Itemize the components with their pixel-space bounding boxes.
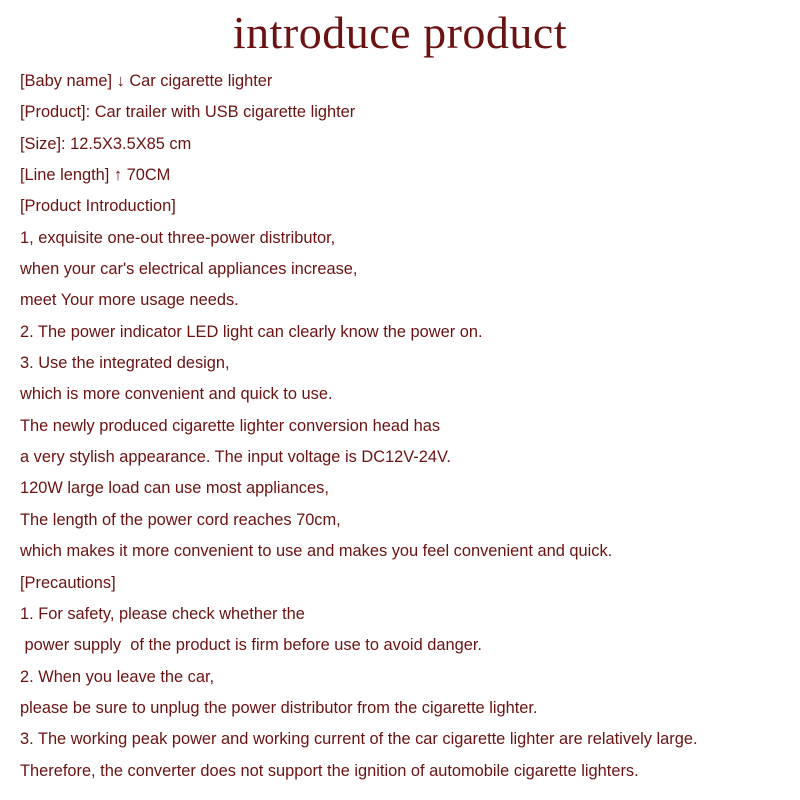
description-line: 1, exquisite one-out three-power distributor, [20,228,336,247]
description-line: 120W large load can use most appliances, [20,479,329,498]
description-line: 3. Use the integrated design, [20,354,230,373]
description-line: a very stylish appearance. The input voltage is DC12V-24V. [20,448,451,467]
description-line: [Precautions] [20,573,116,592]
description-line: [Baby name] ↓ Car cigarette lighter [20,72,273,90]
description-line: The newly produced cigarette lighter conversion head has [20,416,441,435]
description-line: [Product]: Car trailer with USB cigarette lighter [20,103,356,122]
description-line: 2. When you leave the car, [20,667,215,686]
page-title: introduce product [232,7,568,58]
description-line: [Product Introduction] [20,197,176,216]
description-line: when your car's electrical appliances increase, [20,260,358,279]
description-line: which makes it more convenient to use and makes you feel convenient and quick. [20,542,613,561]
description-line: 3. The working peak power and working current of the car cigarette lighter are relatively large. [20,730,698,749]
description-line: 2. The power indicator LED light can clearly know the power on. [20,322,483,341]
description-lines [20,66,795,787]
description-line: which is more convenient and quick to use. [20,385,333,404]
description-line: 1. For safety, please check whether the [20,604,305,623]
description-line: Therefore, the converter does not support the ignition of automobile cigarette lighters. [20,761,639,780]
description-line: power supply of the product is firm before use to avoid danger. [20,636,482,655]
description-line: The length of the power cord reaches 70cm, [20,510,341,529]
description-line: meet Your more usage needs. [20,291,239,310]
description-line: [Size]: 12.5X3.5X85 cm [20,134,192,153]
description-line: please be sure to unplug the power distributor from the cigarette lighter. [20,698,538,717]
description-line: [Line length] ↑ 70CM [20,166,171,185]
